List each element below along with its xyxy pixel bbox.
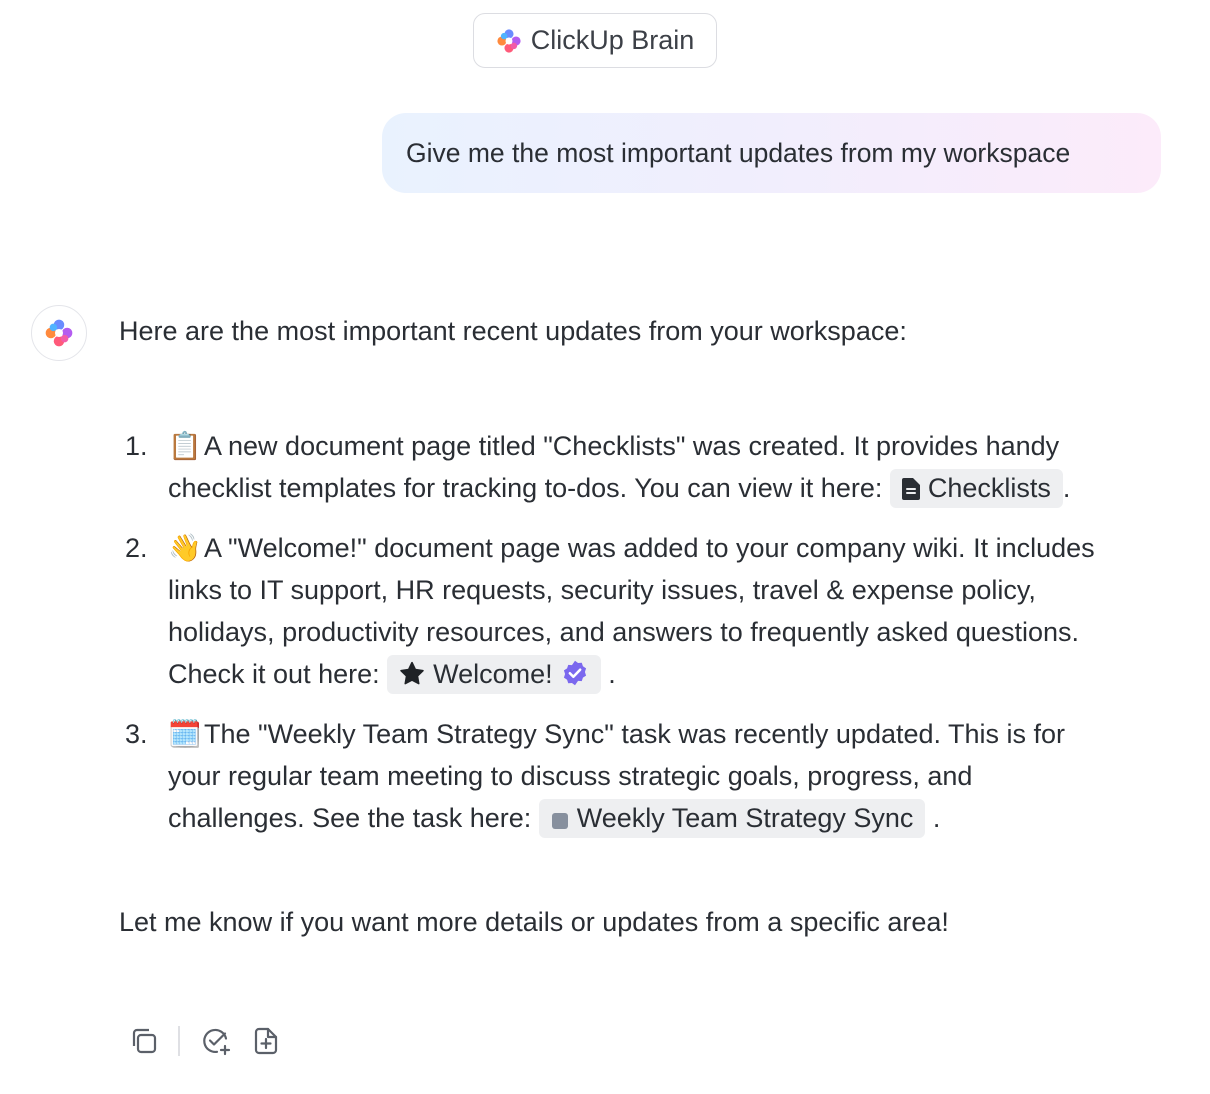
waving-hand-emoji-icon: 👋 bbox=[168, 533, 202, 563]
add-task-check-icon bbox=[200, 1025, 232, 1057]
list-item-text: A new document page titled "Checklists" was created. It provides handy checklist templates for tracking to-dos. You can view it here: bbox=[168, 431, 1060, 503]
create-task-button[interactable] bbox=[198, 1023, 234, 1059]
assistant-avatar bbox=[31, 305, 87, 361]
copy-button[interactable] bbox=[126, 1023, 162, 1059]
response-outro: Let me know if you want more details or updates from a specific area! bbox=[119, 907, 949, 937]
list-item-number: 3. bbox=[125, 719, 148, 749]
list-item bbox=[119, 425, 1113, 509]
star-icon bbox=[399, 661, 425, 686]
clickup-brain-header[interactable] bbox=[473, 13, 717, 68]
list-item bbox=[119, 527, 1113, 695]
user-message-bubble bbox=[382, 113, 1161, 193]
task-status-square-icon bbox=[551, 812, 569, 830]
toolbar-divider bbox=[178, 1026, 180, 1056]
weekly-sync-task-link[interactable] bbox=[539, 799, 926, 838]
list-item-text: A "Welcome!" document page was added to your company wiki. It includes links to IT support, HR requests, security issues, travel & expense policy, holidays, productivity resources, and answers to frequently asked questions. Check it out here: bbox=[168, 533, 1095, 689]
user-message-text: Give me the most important updates from my workspace bbox=[406, 137, 1071, 168]
clipboard-emoji-icon: 📋 bbox=[168, 431, 202, 461]
welcome-link-label: Welcome! bbox=[433, 659, 553, 689]
updates-list bbox=[119, 425, 1119, 839]
checklists-doc-link[interactable] bbox=[890, 469, 1063, 508]
list-item-suffix: . bbox=[932, 803, 941, 833]
message-actions-toolbar bbox=[126, 1022, 284, 1060]
list-item-text: The "Weekly Team Strategy Sync" task was recently updated. This is for your regular team meeting to discuss strategic goals, progress, and challenges. See the task here: bbox=[168, 719, 1066, 833]
list-item-number: 2. bbox=[125, 533, 148, 563]
weekly-sync-link-label: Weekly Team Strategy Sync bbox=[576, 803, 914, 833]
header-title: ClickUp Brain bbox=[530, 25, 695, 55]
copy-icon bbox=[129, 1026, 159, 1056]
add-to-doc-button[interactable] bbox=[248, 1023, 284, 1059]
calendar-emoji-icon: 🗓️ bbox=[168, 719, 202, 749]
list-item-suffix: . bbox=[1062, 473, 1071, 503]
list-item-suffix: . bbox=[608, 659, 616, 689]
assistant-response bbox=[119, 310, 1119, 943]
checklists-link-label: Checklists bbox=[927, 473, 1051, 503]
clickup-brain-logo-icon bbox=[44, 318, 74, 348]
response-intro: Here are the most important recent updates from your workspace: bbox=[119, 316, 907, 346]
verified-badge-icon bbox=[561, 659, 589, 687]
welcome-doc-link[interactable] bbox=[387, 655, 601, 694]
document-icon bbox=[902, 478, 920, 500]
add-document-icon bbox=[251, 1025, 281, 1057]
list-item-number: 1. bbox=[125, 431, 148, 461]
list-item bbox=[119, 713, 1113, 839]
clickup-brain-logo-icon bbox=[496, 28, 522, 54]
